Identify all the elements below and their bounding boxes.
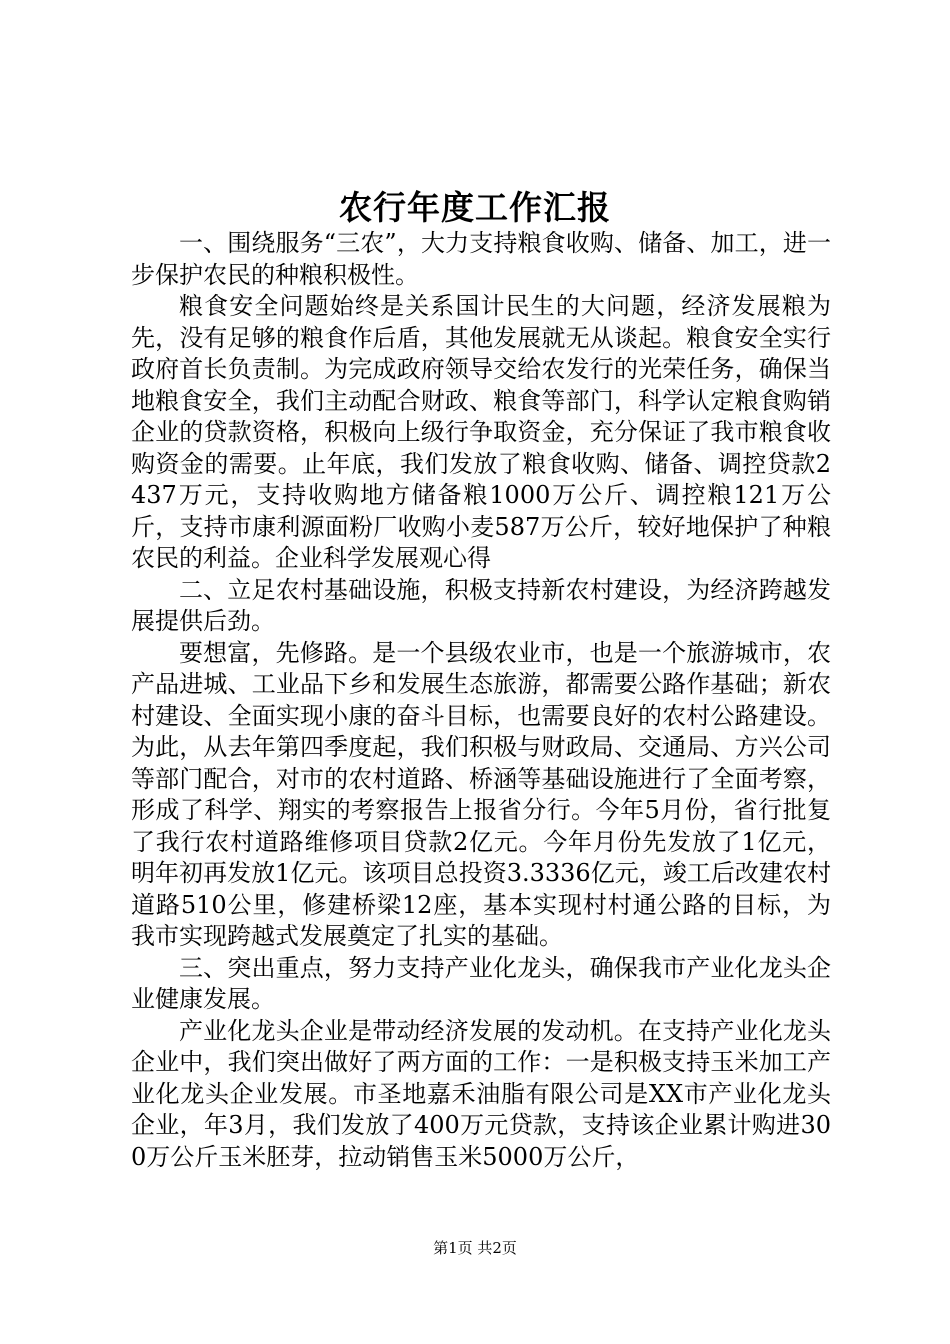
document-title: 农行年度工作汇报 bbox=[339, 188, 611, 227]
paragraph-3: 二、立足农村基础设施，积极支持新农村建设，为经济跨越发展提供后劲。 bbox=[131, 575, 831, 635]
paragraph-6: 产业化龙头企业是带动经济发展的发动机。在支持产业化龙头企业中，我们突出做好了两方面的工作：一是积极支持玉米加工产业化龙头企业发展。市圣地嘉禾油脂有限公司是XX市产业化龙头企业，年3月，我们发放了400万元贷款，支持该企业累计购进300万公斤玉米胚芽，拉动销售玉米5000万公斤， bbox=[131, 1016, 831, 1171]
paragraph-5: 三、突出重点，努力支持产业化龙头，确保我市产业化龙头企业健康发展。 bbox=[131, 953, 831, 1013]
paragraph-1: 一、围绕服务“三农”，大力支持粮食收购、储备、加工，进一步保护农民的种粮积极性。 bbox=[131, 229, 831, 289]
document-body bbox=[131, 228, 831, 1173]
page-number-footer: 第1页 共2页 bbox=[433, 1239, 517, 1257]
paragraph-2: 粮食安全问题始终是关系国计民生的大问题，经济发展粮为先，没有足够的粮食作后盾，其他发展就无从谈起。粮食安全实行政府首长负责制。为完成政府领导交给农发行的光荣任务，确保当地粮食安全，我们主动配合财政、粮食等部门，科学认定粮食购销企业的贷款资格，积极向上级行争取资金，充分保证了我市粮食收购资金的需要。止年底，我们发放了粮食收购、储备、调控贷款2437万元，支持收购地方储备粮1000万公斤、调控粮121万公斤，支持市康利源面粉厂收购小麦587万公斤，较好地保护了种粮农民的利益。企业科学发展观心得 bbox=[131, 292, 831, 572]
paragraph-4: 要想富，先修路。是一个县级农业市，也是一个旅游城市，农产品进城、工业品下乡和发展生态旅游，都需要公路作基础；新农村建设、全面实现小康的奋斗目标，也需要良好的农村公路建设。为此，从去年第四季度起，我们积极与财政局、交通局、方兴公司等部门配合，对市的农村道路、桥涵等基础设施进行了全面考察，形成了科学、翔实的考察报告上报省分行。今年5月份，省行批复了我行农村道路维修项目贷款2亿元。今年月份先发放了1亿元，明年初再发放1亿元。该项目总投资3.3336亿元，竣工后改建农村道路510公里，修建桥梁12座，基本实现村村通公路的目标，为我市实现跨越式发展奠定了扎实的基础。 bbox=[131, 638, 831, 950]
